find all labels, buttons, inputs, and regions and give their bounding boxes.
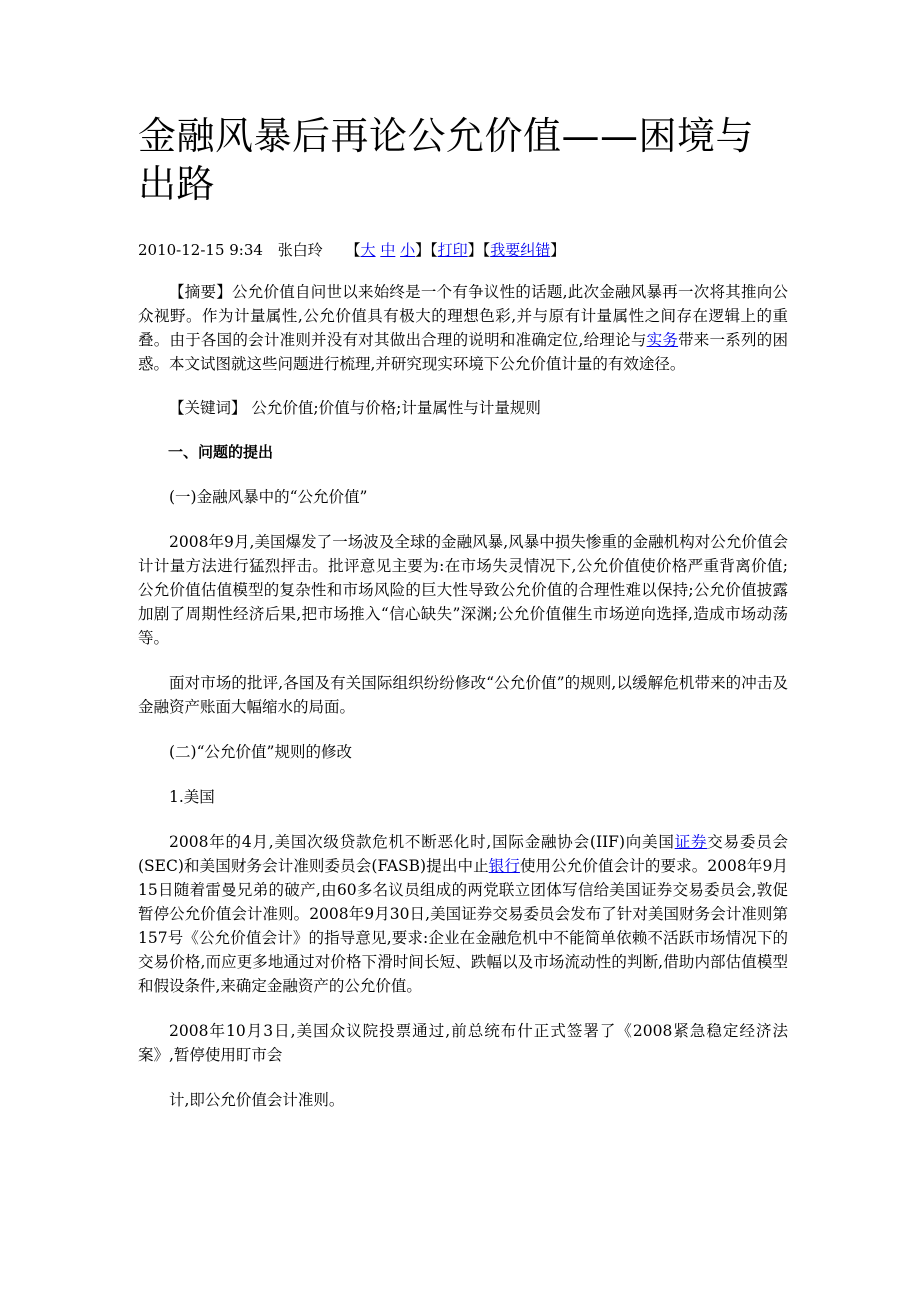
font-size-large-link[interactable]: 大	[360, 241, 376, 259]
bracket: 】	[550, 241, 566, 259]
bank-link[interactable]: 银行	[488, 857, 520, 875]
body-paragraph: 计,即公允价值会计准则。	[169, 1091, 345, 1109]
abstract-text-end: 带来一系列的困惑。本文试图就这些问题进行梳理,并研究现实环境下公允价值计量的有效途径。	[138, 331, 788, 373]
font-size-small-link[interactable]: 小	[400, 241, 416, 259]
bracket: 】【	[415, 241, 438, 259]
securities-link[interactable]: 证券	[674, 833, 708, 851]
author-name: 张白玲	[277, 241, 323, 259]
body-paragraph: 2008年9月,美国爆发了一场波及全球的金融风暴,风暴中损失惨重的金融机构对公允价值会计计量方法进行猛烈抨击。批评意见主要为:在市场失灵情况下,公允价值使价格严重背离价值;公允价值估值模型的复杂性和市场风险的巨大性导致公允价值的合理性难以保持;公允价值披露加剧了周期性经济后果,把市场推入“信心缺失”深渊;公允价值催生市场逆向选择,造成市场动荡等。	[138, 533, 788, 647]
report-error-link[interactable]: 我要纠错	[490, 241, 551, 259]
section-heading: 一、问题的提出	[168, 443, 274, 461]
bracket: 】【	[467, 241, 491, 259]
article-title: 金融风暴后再论公允价值——困境与出路	[138, 114, 755, 206]
keywords-paragraph: 【关键词】 公允价值;价值与价格;计量属性与计量规则	[169, 399, 541, 417]
body-paragraph	[138, 830, 788, 998]
body-paragraph: 2008年10月3日,美国众议院投票通过,前总统布什正式签署了《2008紧急稳定经济法案》,暂停使用盯市会	[138, 1022, 788, 1064]
font-size-medium-link[interactable]: 中	[380, 241, 396, 259]
body-paragraph: 面对市场的批评,各国及有关国际组织纷纷修改“公允价值”的规则,以缓解危机带来的冲击及金融资产账面大幅缩水的局面。	[138, 674, 788, 716]
print-link[interactable]: 打印	[437, 241, 468, 259]
paragraph-text: 交易委员会(SEC)和美国财务会计准则委员会(FASB)提出中止	[138, 833, 788, 875]
subsection-heading: (一)金融风暴中的“公允价值”	[169, 488, 368, 506]
abstract-paragraph	[138, 280, 788, 376]
practice-link[interactable]: 实务	[646, 331, 679, 349]
abstract-text: 【摘要】公允价值自问世以来始终是一个有争议性的话题,此次金融风暴再一次将其推向公众视野。作为计量属性,公允价值具有极大的理想色彩,并与原有计量属性之间存在逻辑上的重叠。由于各国的会计准则并没有对其做出合理的说明和准确定位,给理论与	[138, 283, 788, 349]
paragraph-text: 2008年的4月,美国次级贷款危机不断恶化时,国际金融协会(IIF)向美国	[169, 833, 675, 851]
paragraph-text: 使用公允价值会计的要求。2008年9月15日随着雷曼兄弟的破产,由60多名议员组成的两党联立团体写信给美国证券交易委员会,敦促暂停公允价值会计准则。2008年9月30日,美国证券交易委员会发布了针对美国财务会计准则第157号《公允价值会计》的指导意见,要求:企业在金融危机中不能简单依赖不活跃市场情况下的交易价格,而应更多地通过对价格下滑时间长短、跌幅以及市场流动性的判断,借助内部估值模型和假设条件,来确定金融资产的公允价值。	[138, 857, 788, 995]
article-meta	[138, 240, 788, 260]
bracket: 【	[345, 241, 361, 259]
document-page	[138, 112, 788, 1112]
subsection-heading: 1.美国	[169, 788, 215, 806]
subsection-heading: (二)“公允价值”规则的修改	[169, 743, 352, 761]
publish-date: 2010-12-15 9:34	[138, 241, 263, 259]
